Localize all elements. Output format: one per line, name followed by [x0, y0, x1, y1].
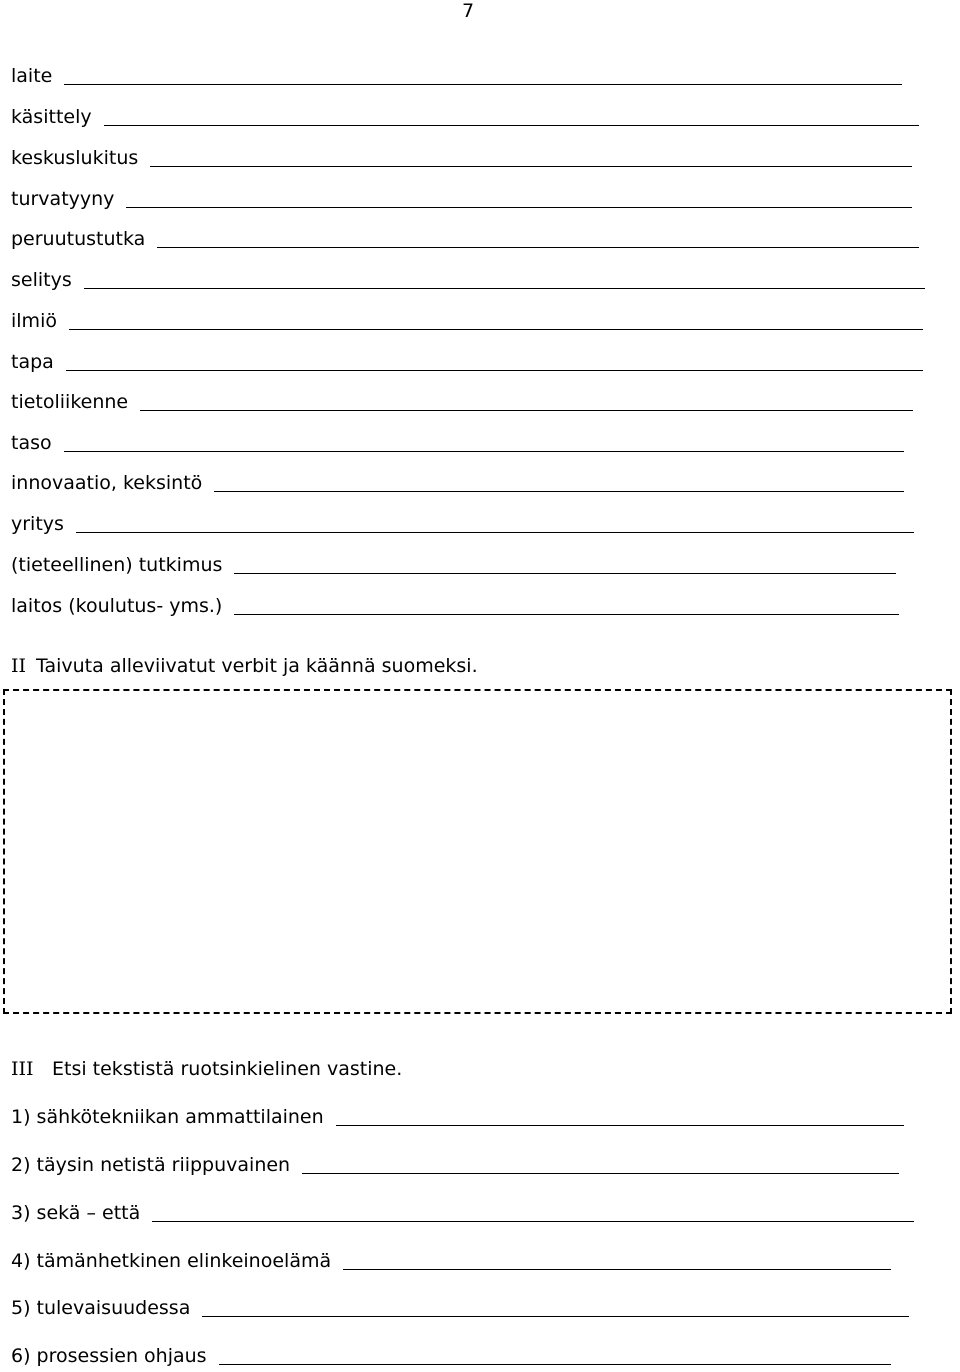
vocab-row — [11, 390, 913, 414]
answer-box[interactable] — [3, 689, 952, 1014]
answer-blank[interactable] — [157, 227, 919, 248]
translation-row — [11, 1344, 891, 1368]
answer-blank[interactable] — [64, 431, 904, 452]
answer-blank[interactable] — [104, 105, 919, 126]
translation-row — [11, 1296, 909, 1320]
translation-term: 1) sähkötekniikan ammattilainen — [11, 1106, 324, 1128]
vocab-row — [11, 146, 912, 170]
vocab-term: (tieteellinen) tutkimus — [11, 554, 223, 576]
answer-blank[interactable] — [202, 1296, 909, 1317]
vocab-row — [11, 268, 925, 292]
vocab-term: peruutustutka — [11, 228, 146, 250]
answer-blank[interactable] — [150, 146, 912, 167]
vocab-term: laite — [11, 65, 53, 87]
vocab-row — [11, 309, 923, 333]
translation-row — [11, 1249, 891, 1273]
vocab-term: innovaatio, keksintö — [11, 472, 203, 494]
answer-blank[interactable] — [343, 1249, 891, 1270]
vocab-term: tietoliikenne — [11, 391, 129, 413]
vocab-term: keskuslukitus — [11, 147, 139, 169]
translation-term: 2) täysin netistä riippuvainen — [11, 1154, 291, 1176]
vocab-term: laitos (koulutus- yms.) — [11, 595, 223, 617]
section-numeral: II — [11, 655, 27, 677]
vocab-term: taso — [11, 432, 52, 454]
translation-term: 6) prosessien ohjaus — [11, 1345, 207, 1367]
vocab-term: selitys — [11, 269, 72, 291]
page-number: 7 — [462, 0, 475, 22]
section-2-heading — [11, 654, 478, 678]
section-3-heading — [11, 1057, 402, 1081]
answer-blank[interactable] — [214, 471, 904, 492]
answer-blank[interactable] — [302, 1153, 899, 1174]
answer-blank[interactable] — [219, 1344, 891, 1365]
vocab-term: ilmiö — [11, 310, 57, 332]
translation-term: 5) tulevaisuudessa — [11, 1297, 191, 1319]
vocab-row — [11, 227, 919, 251]
vocab-row — [11, 594, 899, 618]
answer-blank[interactable] — [140, 390, 913, 411]
answer-blank[interactable] — [69, 309, 923, 330]
answer-blank[interactable] — [66, 350, 923, 371]
vocab-row — [11, 64, 902, 88]
answer-blank[interactable] — [152, 1201, 914, 1222]
answer-blank[interactable] — [234, 553, 896, 574]
answer-blank[interactable] — [234, 594, 899, 615]
vocab-row — [11, 431, 904, 455]
answer-blank[interactable] — [126, 187, 912, 208]
answer-blank[interactable] — [336, 1105, 904, 1126]
vocab-term: turvatyyny — [11, 188, 115, 210]
vocab-term: tapa — [11, 351, 54, 373]
vocab-term: käsittely — [11, 106, 92, 128]
translation-term: 3) sekä – että — [11, 1202, 141, 1224]
translation-row — [11, 1105, 904, 1129]
answer-blank[interactable] — [64, 64, 902, 85]
vocab-row — [11, 512, 914, 536]
vocab-row — [11, 350, 923, 374]
vocab-row — [11, 105, 919, 129]
vocab-row — [11, 553, 896, 577]
translation-row — [11, 1153, 899, 1177]
answer-blank[interactable] — [76, 512, 914, 533]
section-instruction: Taivuta alleviivatut verbit ja käännä suomeksi. — [36, 655, 478, 677]
section-instruction: Etsi tekstistä ruotsinkielinen vastine. — [52, 1058, 403, 1080]
answer-blank[interactable] — [84, 268, 925, 289]
vocab-row — [11, 471, 904, 495]
translation-term: 4) tämänhetkinen elinkeinoelämä — [11, 1250, 332, 1272]
section-numeral: III — [11, 1058, 34, 1080]
vocab-term: yritys — [11, 513, 64, 535]
vocab-row — [11, 187, 912, 211]
translation-row — [11, 1201, 914, 1225]
